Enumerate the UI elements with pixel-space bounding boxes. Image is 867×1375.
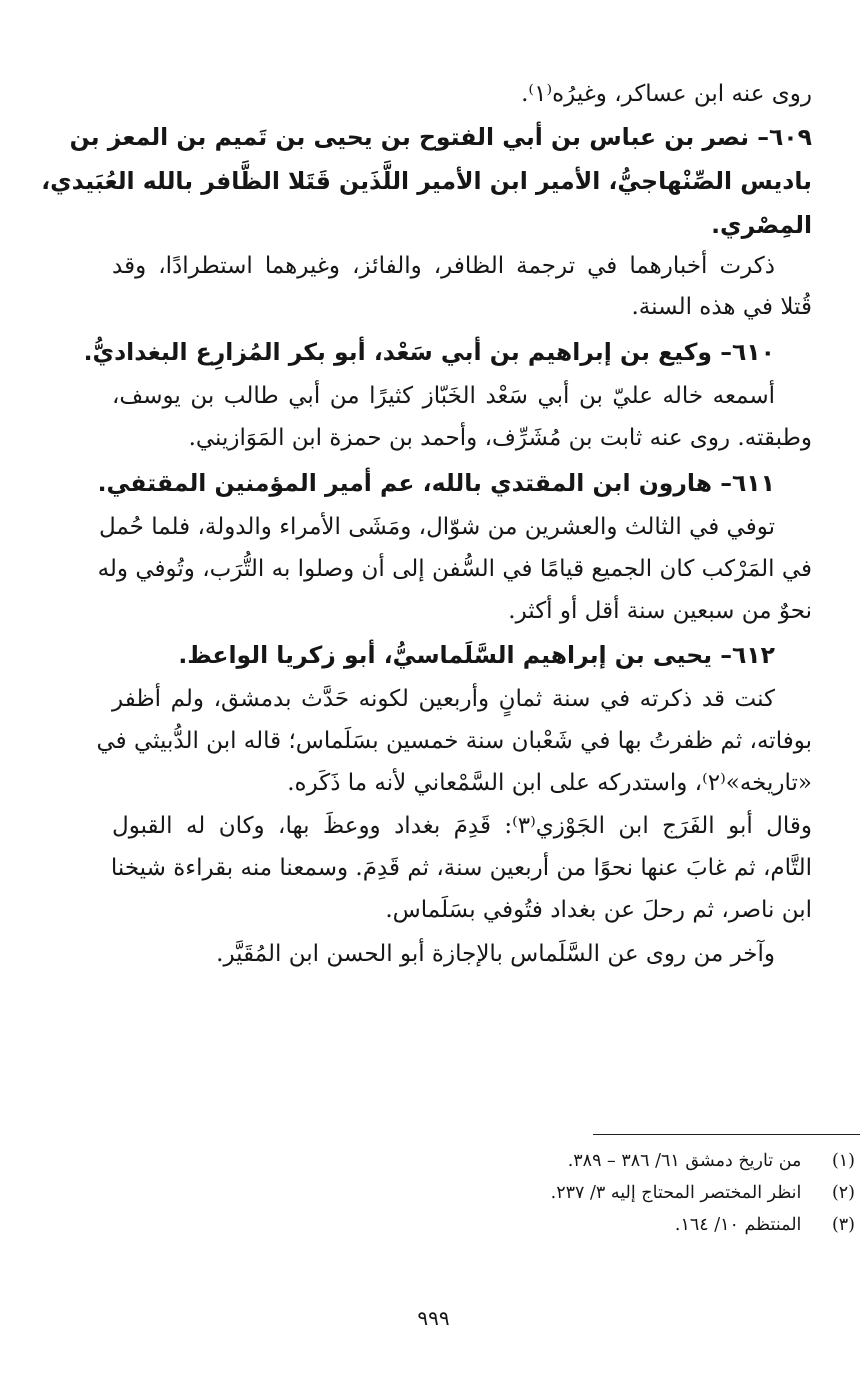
- entry-609-heading-line-3: المِصْري.: [711, 211, 812, 239]
- entry-612-number: ٦١٢–: [720, 641, 775, 669]
- entry-609-heading-text: نصر بن عباس بن أبي الفتوح بن يحيى بن تَميم بن المعز بن: [69, 123, 750, 151]
- entry-609-heading-line-2: باديس الصِّنْهاجيُّ، الأمير ابن الأمير اللَّذَين قَتَلا الظَّافر بالله العُبَيدي،: [41, 167, 812, 195]
- page-number: ٩٩٩: [417, 1306, 450, 1330]
- footnote-2: [551, 1180, 855, 1206]
- entry-609-text-line: قُتلا في هذه السنة.: [631, 294, 812, 320]
- entry-610-text-line: وطبقته. روى عنه ثابت بن مُشَرِّف، وأحمد بن حمزة ابن المَوَازيني.: [188, 425, 812, 451]
- body-text-line: روى عنه ابن عساكر، وغيرُه⁽١⁾.: [521, 81, 812, 107]
- entry-612-text-line: وقال أبو الفَرَج ابن الجَوْزي⁽٣⁾: قَدِمَ بغداد ووعظَ بها، وكان له القبول: [112, 813, 812, 839]
- footnote-text: المنتظم ١٠/ ١٦٤.: [674, 1215, 802, 1235]
- entry-611-heading-text: هارون ابن المقتدي بالله، عم أمير المؤمنين المقتفي.: [97, 469, 713, 497]
- entry-612-heading-text: يحيى بن إبراهيم السَّلَماسيُّ، أبو زكريا الواعظ.: [178, 641, 713, 669]
- entry-612-text-line: ابن ناصر، ثم رحلَ عن بغداد فتُوفي بسَلَماس.: [385, 897, 812, 923]
- entry-610-heading: [84, 335, 775, 369]
- footnote-separator: [593, 1134, 860, 1135]
- entry-610-text-line: أسمعه خاله عليّ بن أبي سَعْد الخَبّاز كثيرًا من أبي طالب بن يوسف،: [112, 383, 775, 409]
- entry-610-heading-text: وكيع بن إبراهيم بن أبي سَعْد، أبو بكر المُزارِع البغداديُّ.: [83, 338, 713, 366]
- entry-611-text-line: في المَرْكب كان الجميع قيامًا في السُّفن إلى أن وصلوا به التُّرَب، وتُوفي وله: [97, 556, 812, 582]
- footnote-number: (٣): [831, 1215, 855, 1235]
- entry-612-heading: [178, 638, 775, 672]
- entry-611-number: ٦١١–: [720, 469, 775, 497]
- entry-611-heading: [98, 466, 775, 500]
- footnote-3: [675, 1212, 855, 1238]
- footnote-number: (١): [831, 1151, 855, 1171]
- entry-609-number: ٦٠٩–: [757, 123, 812, 151]
- entry-609-text-line: ذكرت أخبارهما في ترجمة الظافر، والفائز، وغيرهما استطرادًا، وقد: [112, 253, 775, 279]
- entry-612-text-line: وآخر من روى عن السَّلَماس بالإجازة أبو الحسن ابن المُقَيَّر.: [216, 941, 775, 967]
- entry-612-text-line: بوفاته، ثم ظفرتُ بها في شَعْبان سنة خمسين بسَلَماس؛ قاله ابن الدُّبيثي في: [96, 728, 812, 754]
- entry-611-text-line: توفي في الثالث والعشرين من شوّال، ومَشَى الأمراء والدولة، فلما حُمل: [98, 514, 775, 540]
- footnote-text: انظر المختصر المحتاج إليه ٣/ ٢٣٧.: [550, 1183, 802, 1203]
- footnote-number: (٢): [831, 1183, 855, 1203]
- entry-612-text-line: «تاريخه»⁽٢⁾، واستدركه على ابن السَّمْعاني لأنه ما ذَكَره.: [287, 770, 812, 796]
- entry-612-text-line: كنت قد ذكرته في سنة ثمانٍ وأربعين لكونه حَدَّث بدمشق، ولم أظفر: [112, 686, 775, 712]
- entry-612-text-line: التَّام، ثم غابَ عنها نحوًا من أربعين سنة، ثم قَدِمَ. وسمعنا منه بقراءة شيخنا: [110, 855, 812, 881]
- entry-609-heading-line-1: [69, 120, 812, 154]
- entry-610-number: ٦١٠–: [720, 338, 775, 366]
- footnote-1: [568, 1148, 855, 1174]
- footnote-text: من تاريخ دمشق ٦١/ ٣٨٦ – ٣٨٩.: [567, 1151, 802, 1171]
- entry-611-text-line: نحوٌ من سبعين سنة أقل أو أكثر.: [508, 598, 812, 624]
